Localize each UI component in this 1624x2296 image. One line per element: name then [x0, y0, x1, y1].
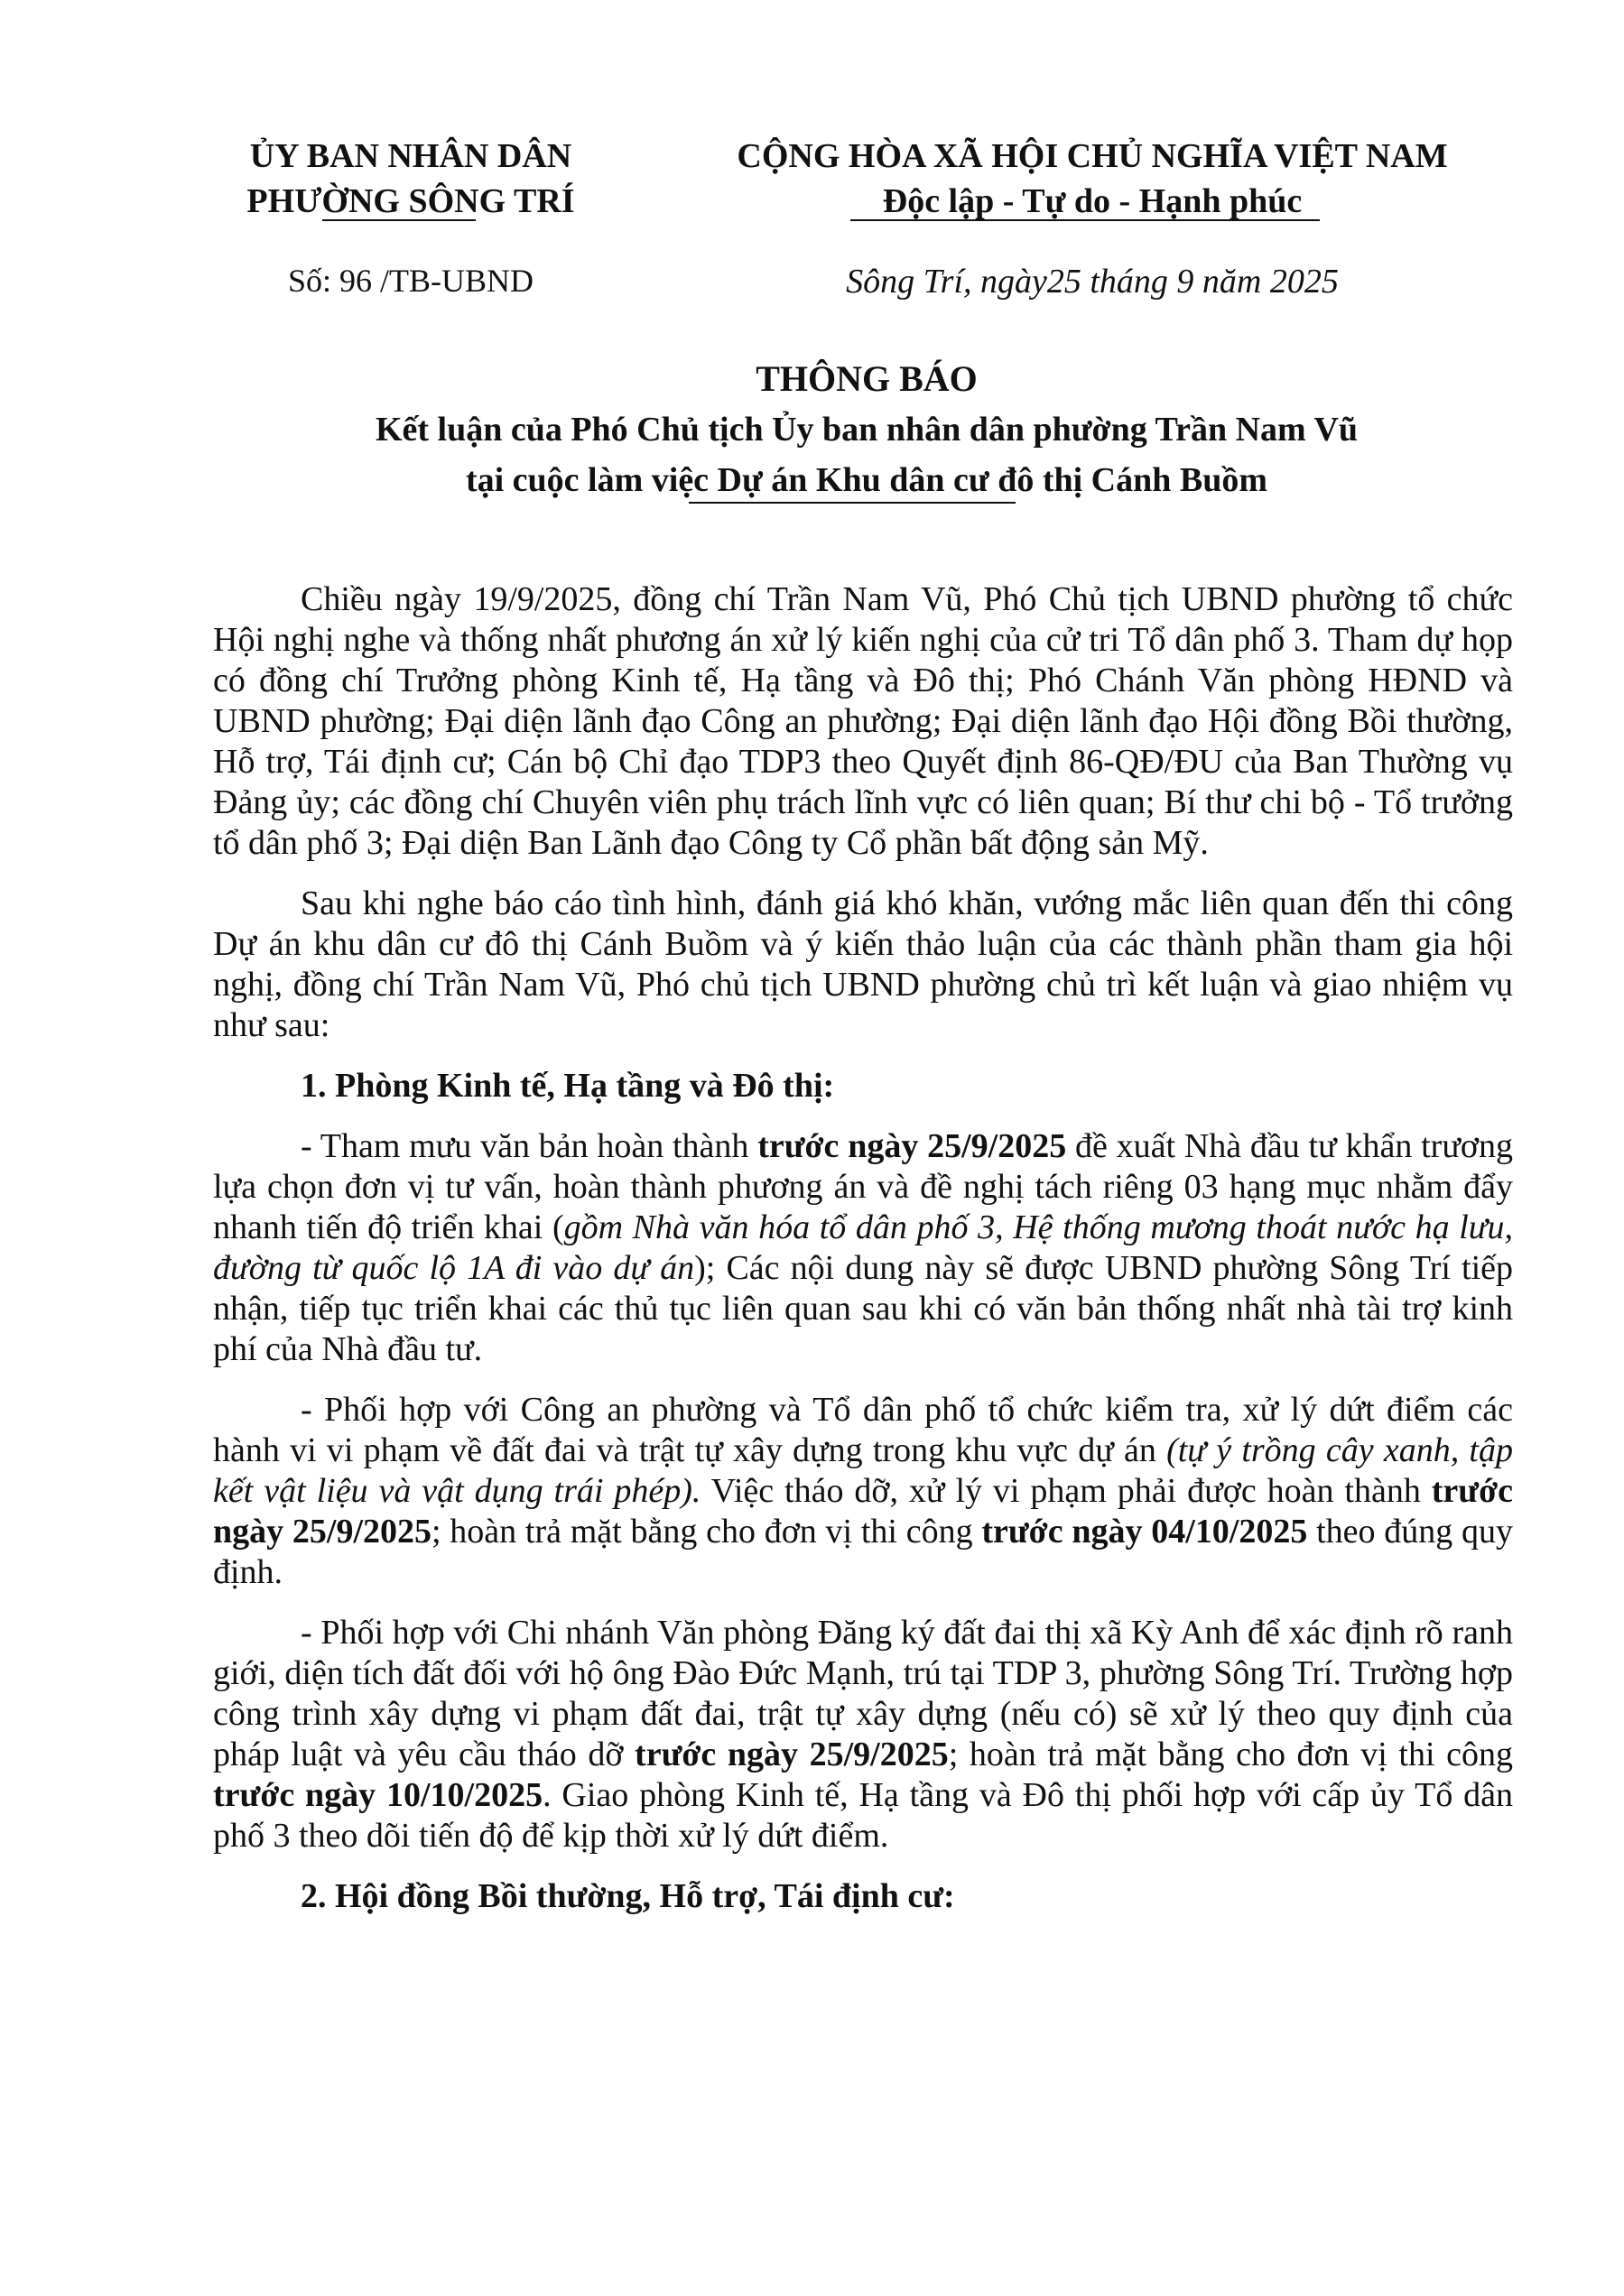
- document-body: [213, 579, 1513, 1937]
- deadline-bold: trước ngày 04/10/2025: [981, 1513, 1308, 1551]
- section-heading-1: 1. Phòng Kinh tế, Hạ tầng và Đô thị:: [301, 1067, 835, 1105]
- document-subtitle-1: Kết luận của Phó Chủ tịch Ủy ban nhân dân phường Trần Nam Vũ: [375, 411, 1359, 449]
- text-run: theo đúng quy định.: [213, 1513, 1513, 1591]
- text-run: - Tham mưu văn bản hoàn thành: [301, 1127, 758, 1165]
- italic-run: (tự ý trồng cây xanh, tập kết vật liệu và vật dụng trái phép).: [213, 1431, 1513, 1510]
- text-run: - Phối hợp với Công an phường và Tổ dân phố tổ chức kiểm tra, xử lý dứt điểm các hành vi vi phạm về đất đai và trật tự xây dựng trong khu vực dự án: [213, 1391, 1513, 1469]
- document-number: Số: 96 /TB-UBND: [287, 263, 534, 299]
- document-title: THÔNG BÁO: [756, 358, 978, 399]
- national-motto: [686, 134, 1499, 224]
- nation-name: CỘNG HÒA XÃ HỘI CHỦ NGHĨA VIỆT NAM: [737, 137, 1448, 175]
- place-and-date: Sông Trí, ngày25 tháng 9 năm 2025: [846, 263, 1339, 301]
- motto-underline: [850, 219, 1320, 221]
- text-run: ); Các nội dung này sẽ được UBND phường Sông Trí tiếp nhận, tiếp tục triển khai các thủ tục liên quan sau khi có văn bản thống nhất nhà tài trợ kinh phí của Nhà đầu tư.: [213, 1249, 1514, 1368]
- text-run: đề xuất Nhà đầu tư khẩn trương lựa chọn đơn vị tư vấn, hoàn thành phương án và đề nghị tách riêng 03 hạng mục nhằm đẩy nhanh tiến độ triển khai (: [213, 1127, 1514, 1246]
- section-1-item-c: [213, 1613, 1513, 1856]
- text-run: ; hoàn trả mặt bằng cho đơn vị thi công: [432, 1513, 982, 1551]
- text-run: - Phối hợp với Chi nhánh Văn phòng Đăng ký đất đai thị xã Kỳ Anh để xác định rõ ranh giới, diện tích đất đối với hộ ông Đào Đức Mạnh, trú tại TDP 3, phường Sông Trí. Trường hợp công trình xây dựng vi phạm đất đai, trật tự xây dựng (nếu có) sẽ xử lý theo quy định của pháp luật và yêu cầu tháo dỡ: [213, 1614, 1513, 1773]
- text-run: Việc tháo dỡ, xử lý vi phạm phải được hoàn thành: [701, 1472, 1432, 1510]
- authority-line-2: PHƯỜNG SÔNG TRÍ: [246, 182, 575, 220]
- authority-underline: [322, 219, 476, 221]
- paragraph-intro: Chiều ngày 19/9/2025, đồng chí Trần Nam Vũ, Phó Chủ tịch UBND phường tổ chức Hội nghị nghe và thống nhất phương án xử lý kiến nghị của cử tri Tổ dân phố 3. Tham dự họp có đồng chí Trưởng phòng Kinh tế, Hạ tầng và Đô thị; Phó Chánh Văn phòng HĐND và UBND phường; Đại diện lãnh đạo Công an phường; Đại diện lãnh đạo Hội đồng Bồi thường, Hỗ trợ, Tái định cư; Cán bộ Chỉ đạo TDP3 theo Quyết định 86-QĐ/ĐU của Ban Thường vụ Đảng ủy; các đồng chí Chuyên viên phụ trách lĩnh vực có liên quan; Bí thư chi bộ - Tổ trưởng tổ dân phố 3; Đại diện Ban Lãnh đạo Công ty Cổ phần bất động sản Mỹ.: [213, 580, 1513, 862]
- title-underline: [689, 502, 1016, 504]
- section-1-item-a: [213, 1126, 1513, 1370]
- deadline-bold: trước ngày 25/9/2025: [213, 1472, 1513, 1551]
- text-run: . Giao phòng Kinh tế, Hạ tầng và Đô thị phối hợp với cấp ủy Tổ dân phố 3 theo dõi tiến độ để kịp thời xử lý dứt điểm.: [213, 1776, 1513, 1855]
- issuing-authority: [208, 134, 614, 224]
- deadline-bold: trước ngày 25/9/2025: [757, 1127, 1067, 1165]
- document-title-block: [181, 354, 1553, 505]
- motto: Độc lập - Tự do - Hạnh phúc: [882, 182, 1303, 220]
- italic-run: gồm Nhà văn hóa tổ dân phố 3, Hệ thống mương thoát nước hạ lưu, đường từ quốc lộ 1A đi vào dự án: [213, 1208, 1513, 1287]
- text-run: ; hoàn trả mặt bằng cho đơn vị thi công: [948, 1736, 1513, 1773]
- paragraph-conclusion-intro: Sau khi nghe báo cáo tình hình, đánh giá khó khăn, vướng mắc liên quan đến thi công Dự án khu dân cư đô thị Cánh Buồm và ý kiến thảo luận của các thành phần tham gia hội nghị, đồng chí Trần Nam Vũ, Phó chủ tịch UBND phường chủ trì kết luận và giao nhiệm vụ như sau:: [213, 884, 1513, 1044]
- document-subtitle-2: tại cuộc làm việc Dự án Khu dân cư đô thị Cánh Buồm: [465, 461, 1268, 499]
- section-heading-2: 2. Hội đồng Bồi thường, Hỗ trợ, Tái định cư:: [301, 1877, 955, 1915]
- deadline-bold: trước ngày 10/10/2025: [213, 1776, 543, 1814]
- authority-line-1: ỦY BAN NHÂN DÂN: [249, 137, 572, 175]
- deadline-bold: trước ngày 25/9/2025: [635, 1736, 949, 1773]
- section-1-item-b: [213, 1390, 1513, 1593]
